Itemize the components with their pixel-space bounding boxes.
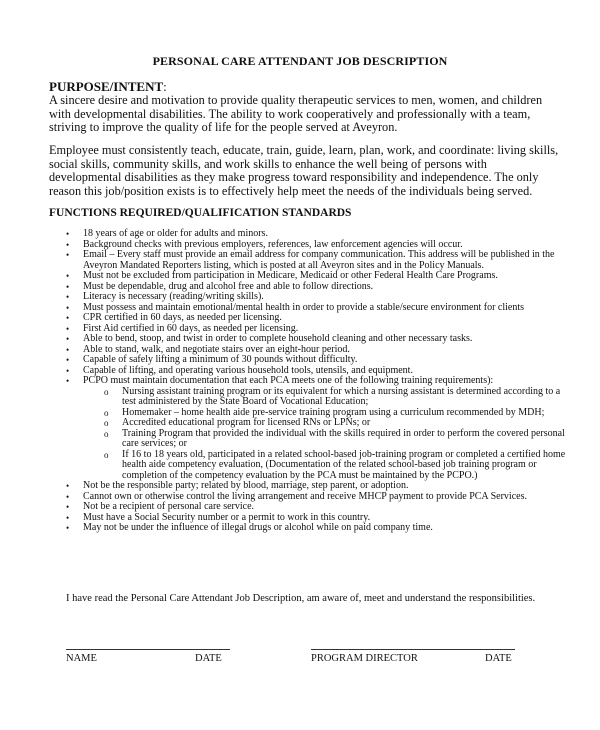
- name-signature-line: [66, 649, 230, 650]
- list-item: • Capable of safely lifting a minimum of 30 pounds without difficulty.: [66, 355, 576, 366]
- list-item: • Must be dependable, drug and alcohol free and able to follow directions.: [66, 282, 576, 293]
- purpose-paragraph-2: Employee must consistently teach, educate, train, guide, learn, plan, work, and coordinate: living skills, social skills, community skills, and work skills to enhance the well being of persons with developmental disabilities as they make progress toward responsibility and independence. The only reason this job/position exists is to effectively help meet the needs of the individuals being served.: [49, 143, 559, 198]
- list-item: • CPR certified in 60 days, as needed per licensing.: [66, 313, 576, 324]
- list-item: • Able to stand, walk, and negotiate stairs over an eight-hour period.: [66, 345, 576, 356]
- sub-list-item: o Homemaker – home health aide pre-service training program using a curriculum recommended by MDH;: [83, 408, 576, 419]
- list-item: • Able to bend, stoop, and twist in order to complete household cleaning and other necessary tasks.: [66, 334, 576, 345]
- purpose-heading-text: PURPOSE/INTENT: [49, 79, 164, 94]
- document-title: PERSONAL CARE ATTENDANT JOB DESCRIPTION: [152, 54, 448, 68]
- list-item-pcpo: [66, 376, 576, 481]
- list-item: • Must have a Social Security number or a permit to work in this country.: [66, 513, 576, 524]
- director-signature-line: [311, 649, 515, 650]
- functions-list: [66, 229, 576, 534]
- list-item: • Literacy is necessary (reading/writing skills).: [66, 292, 576, 303]
- list-item: • Capable of lifting, and operating various household tools, utensils, and equipment.: [66, 366, 576, 377]
- acknowledgement-text: I have read the Personal Care Attendant Job Description, am aware of, meet and understand the responsibilities.: [66, 593, 536, 604]
- director-date-label: DATE: [485, 653, 512, 664]
- functions-heading: FUNCTIONS REQUIRED/QUALIFICATION STANDARDS: [49, 207, 352, 219]
- list-item: • Cannot own or otherwise control the living arrangement and receive MHCP payment to provide PCA Services.: [66, 492, 576, 503]
- sub-list-item: o Accredited educational program for licensed RNs or LPNs; or: [83, 418, 576, 429]
- list-item: • 18 years of age or older for adults and minors.: [66, 229, 576, 240]
- sub-list-item: o If 16 to 18 years old, participated in a related school-based job-training program or completed a certified home health aide competency evaluation, (Documentation of the related school-based job training program or completion of the competency evaluation by the PCA must be maintained by the PCPO.): [83, 450, 576, 482]
- list-item: • Must not be excluded from participation in Medicare, Medicaid or other Federal Health Care Programs.: [66, 271, 576, 282]
- list-item: • Must possess and maintain emotional/mental health in order to provide a stable/secure environment for clients: [66, 303, 576, 314]
- name-label: NAME: [66, 653, 97, 664]
- list-item: • Not be a recipient of personal care service.: [66, 502, 576, 513]
- training-requirements-list: [83, 387, 576, 482]
- purpose-heading-suffix: :: [163, 79, 167, 94]
- program-director-label: PROGRAM DIRECTOR: [311, 653, 418, 664]
- list-item: • Background checks with previous employers, references, law enforcement agencies will occur.: [66, 240, 576, 251]
- list-item: • May not be under the influence of illegal drugs or alcohol while on paid company time.: [66, 523, 576, 534]
- purpose-paragraph-1: A sincere desire and motivation to provide quality therapeutic services to men, women, and children with developmental disabilities. The ability to work cooperatively and professionally with a team, striving to improve the quality of life for the people served at Aveyron.: [49, 93, 543, 134]
- list-item: • Email – Every staff must provide an email address for company communication. This address will be published in the Aveyron Mandated Reporters listing, which is posted at all Aveyron sites and in the Policy Manuals.: [66, 250, 576, 271]
- date-label: DATE: [195, 653, 222, 664]
- list-item: • First Aid certified in 60 days, as needed per licensing.: [66, 324, 576, 335]
- sub-list-item: o Training Program that provided the individual with the skills required in order to perform the covered personal care services; or: [83, 429, 576, 450]
- list-item: • Not be the responsible party; related by blood, marriage, step parent, or adoption.: [66, 481, 576, 492]
- list-item-text: PCPO must maintain documentation that each PCA meets one of the following training requirements):: [83, 375, 494, 386]
- sub-list-item: o Nursing assistant training program or its equivalent for which a nursing assistant is determined according to a test administered by the State Board of Vocational Education;: [83, 387, 576, 408]
